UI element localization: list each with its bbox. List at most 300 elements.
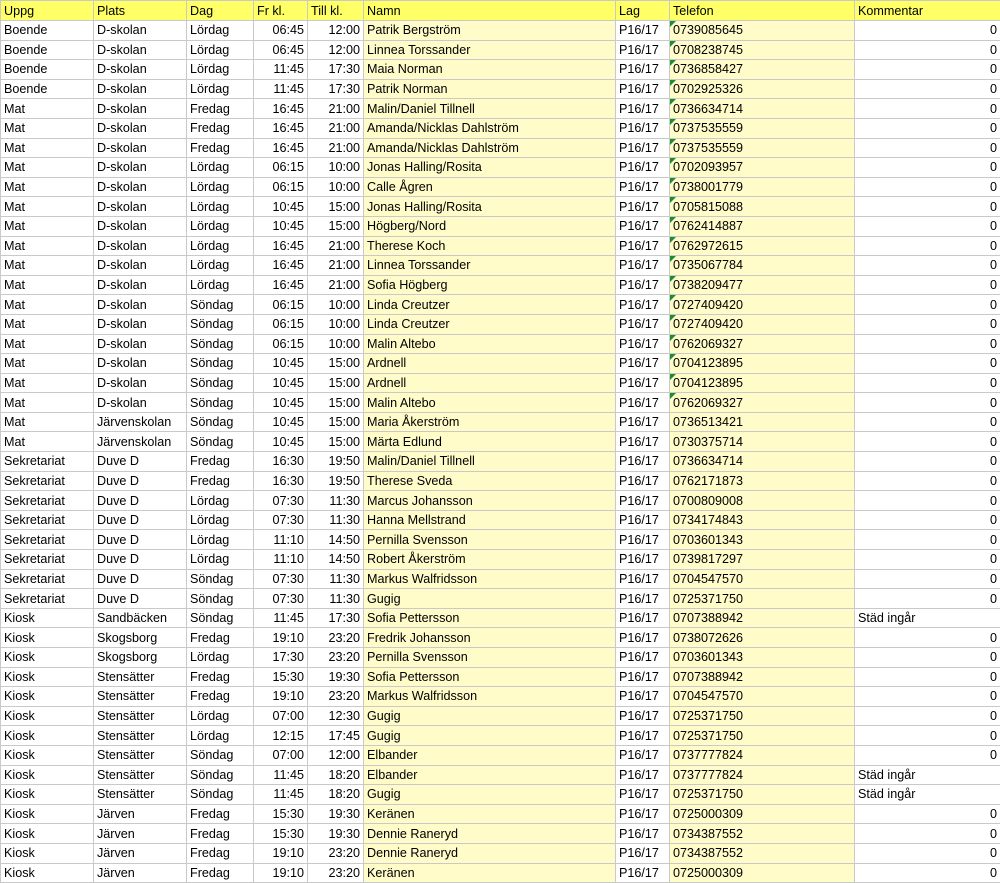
cell-lag[interactable] (616, 354, 670, 374)
cell-namn[interactable] (364, 354, 616, 374)
cell-kommentar[interactable] (855, 804, 1000, 824)
column-header-lag[interactable]: Lag (616, 1, 670, 21)
cell-till-kl[interactable] (308, 354, 364, 374)
cell-fr-kl[interactable] (254, 804, 308, 824)
cell-lag[interactable] (616, 726, 670, 746)
cell-lag[interactable] (616, 99, 670, 119)
cell-till-kl[interactable] (308, 804, 364, 824)
cell-telefon[interactable] (670, 804, 855, 824)
cell-namn[interactable] (364, 824, 616, 844)
cell-dag[interactable] (187, 530, 254, 550)
cell-kommentar[interactable] (855, 236, 1000, 256)
cell-dag[interactable] (187, 745, 254, 765)
cell-uppg[interactable] (1, 510, 94, 530)
cell-dag[interactable] (187, 432, 254, 452)
cell-telefon[interactable] (670, 295, 855, 315)
cell-telefon[interactable] (670, 706, 855, 726)
cell-till-kl[interactable] (308, 21, 364, 41)
cell-dag[interactable] (187, 354, 254, 374)
cell-dag[interactable] (187, 158, 254, 178)
cell-plats[interactable] (94, 177, 187, 197)
cell-uppg[interactable] (1, 373, 94, 393)
cell-plats[interactable] (94, 314, 187, 334)
cell-uppg[interactable] (1, 471, 94, 491)
cell-telefon[interactable] (670, 432, 855, 452)
cell-namn[interactable] (364, 452, 616, 472)
cell-dag[interactable] (187, 765, 254, 785)
cell-till-kl[interactable] (308, 216, 364, 236)
cell-plats[interactable] (94, 765, 187, 785)
cell-plats[interactable] (94, 491, 187, 511)
cell-telefon[interactable] (670, 354, 855, 374)
cell-lag[interactable] (616, 785, 670, 805)
cell-namn[interactable] (364, 256, 616, 276)
cell-uppg[interactable] (1, 158, 94, 178)
cell-namn[interactable] (364, 21, 616, 41)
cell-fr-kl[interactable] (254, 432, 308, 452)
cell-namn[interactable] (364, 785, 616, 805)
cell-lag[interactable] (616, 765, 670, 785)
cell-fr-kl[interactable] (254, 765, 308, 785)
cell-uppg[interactable] (1, 295, 94, 315)
cell-dag[interactable] (187, 138, 254, 158)
cell-telefon[interactable] (670, 648, 855, 668)
cell-telefon[interactable] (670, 550, 855, 570)
cell-namn[interactable] (364, 667, 616, 687)
cell-kommentar[interactable] (855, 667, 1000, 687)
cell-namn[interactable] (364, 197, 616, 217)
cell-uppg[interactable] (1, 314, 94, 334)
cell-plats[interactable] (94, 40, 187, 60)
cell-telefon[interactable] (670, 314, 855, 334)
cell-namn[interactable] (364, 706, 616, 726)
cell-fr-kl[interactable] (254, 275, 308, 295)
cell-kommentar[interactable] (855, 432, 1000, 452)
cell-namn[interactable] (364, 687, 616, 707)
cell-telefon[interactable] (670, 589, 855, 609)
cell-till-kl[interactable] (308, 608, 364, 628)
cell-namn[interactable] (364, 40, 616, 60)
cell-telefon[interactable] (670, 628, 855, 648)
cell-kommentar[interactable] (855, 628, 1000, 648)
cell-fr-kl[interactable] (254, 491, 308, 511)
cell-fr-kl[interactable] (254, 256, 308, 276)
cell-kommentar[interactable] (855, 471, 1000, 491)
cell-kommentar[interactable] (855, 589, 1000, 609)
cell-kommentar[interactable] (855, 295, 1000, 315)
cell-lag[interactable] (616, 569, 670, 589)
cell-lag[interactable] (616, 314, 670, 334)
cell-telefon[interactable] (670, 216, 855, 236)
cell-fr-kl[interactable] (254, 550, 308, 570)
cell-lag[interactable] (616, 79, 670, 99)
cell-telefon[interactable] (670, 726, 855, 746)
cell-kommentar[interactable] (855, 765, 1000, 785)
cell-kommentar[interactable] (855, 256, 1000, 276)
cell-till-kl[interactable] (308, 197, 364, 217)
cell-plats[interactable] (94, 432, 187, 452)
cell-lag[interactable] (616, 628, 670, 648)
cell-kommentar[interactable] (855, 21, 1000, 41)
cell-lag[interactable] (616, 197, 670, 217)
cell-namn[interactable] (364, 158, 616, 178)
cell-fr-kl[interactable] (254, 21, 308, 41)
cell-telefon[interactable] (670, 824, 855, 844)
cell-till-kl[interactable] (308, 79, 364, 99)
cell-lag[interactable] (616, 667, 670, 687)
cell-namn[interactable] (364, 99, 616, 119)
cell-till-kl[interactable] (308, 452, 364, 472)
cell-plats[interactable] (94, 667, 187, 687)
cell-till-kl[interactable] (308, 275, 364, 295)
cell-till-kl[interactable] (308, 648, 364, 668)
cell-lag[interactable] (616, 530, 670, 550)
cell-dag[interactable] (187, 197, 254, 217)
cell-fr-kl[interactable] (254, 785, 308, 805)
cell-till-kl[interactable] (308, 843, 364, 863)
cell-till-kl[interactable] (308, 393, 364, 413)
cell-plats[interactable] (94, 275, 187, 295)
cell-lag[interactable] (616, 118, 670, 138)
cell-telefon[interactable] (670, 863, 855, 883)
cell-dag[interactable] (187, 510, 254, 530)
cell-lag[interactable] (616, 393, 670, 413)
cell-plats[interactable] (94, 295, 187, 315)
cell-lag[interactable] (616, 510, 670, 530)
cell-plats[interactable] (94, 216, 187, 236)
cell-uppg[interactable] (1, 491, 94, 511)
cell-till-kl[interactable] (308, 863, 364, 883)
cell-uppg[interactable] (1, 726, 94, 746)
cell-lag[interactable] (616, 138, 670, 158)
cell-kommentar[interactable] (855, 491, 1000, 511)
cell-kommentar[interactable] (855, 745, 1000, 765)
cell-plats[interactable] (94, 118, 187, 138)
cell-namn[interactable] (364, 765, 616, 785)
cell-till-kl[interactable] (308, 510, 364, 530)
cell-till-kl[interactable] (308, 334, 364, 354)
cell-plats[interactable] (94, 785, 187, 805)
cell-namn[interactable] (364, 471, 616, 491)
cell-lag[interactable] (616, 295, 670, 315)
cell-uppg[interactable] (1, 452, 94, 472)
cell-namn[interactable] (364, 863, 616, 883)
cell-uppg[interactable] (1, 648, 94, 668)
cell-plats[interactable] (94, 60, 187, 80)
cell-lag[interactable] (616, 608, 670, 628)
cell-uppg[interactable] (1, 256, 94, 276)
cell-telefon[interactable] (670, 236, 855, 256)
cell-fr-kl[interactable] (254, 334, 308, 354)
cell-uppg[interactable] (1, 608, 94, 628)
cell-till-kl[interactable] (308, 569, 364, 589)
cell-plats[interactable] (94, 158, 187, 178)
cell-kommentar[interactable] (855, 40, 1000, 60)
cell-telefon[interactable] (670, 452, 855, 472)
cell-lag[interactable] (616, 60, 670, 80)
cell-namn[interactable] (364, 745, 616, 765)
cell-uppg[interactable] (1, 530, 94, 550)
cell-telefon[interactable] (670, 530, 855, 550)
cell-kommentar[interactable] (855, 706, 1000, 726)
cell-fr-kl[interactable] (254, 628, 308, 648)
cell-dag[interactable] (187, 843, 254, 863)
cell-fr-kl[interactable] (254, 373, 308, 393)
cell-till-kl[interactable] (308, 118, 364, 138)
cell-plats[interactable] (94, 21, 187, 41)
cell-uppg[interactable] (1, 60, 94, 80)
cell-namn[interactable] (364, 550, 616, 570)
cell-kommentar[interactable] (855, 138, 1000, 158)
cell-namn[interactable] (364, 295, 616, 315)
cell-till-kl[interactable] (308, 99, 364, 119)
cell-plats[interactable] (94, 334, 187, 354)
cell-till-kl[interactable] (308, 295, 364, 315)
cell-kommentar[interactable] (855, 393, 1000, 413)
cell-uppg[interactable] (1, 628, 94, 648)
column-header-kommentar[interactable]: Kommentar (855, 1, 1000, 21)
cell-dag[interactable] (187, 491, 254, 511)
cell-namn[interactable] (364, 275, 616, 295)
cell-plats[interactable] (94, 608, 187, 628)
cell-namn[interactable] (364, 373, 616, 393)
cell-telefon[interactable] (670, 118, 855, 138)
cell-till-kl[interactable] (308, 765, 364, 785)
cell-fr-kl[interactable] (254, 863, 308, 883)
cell-telefon[interactable] (670, 745, 855, 765)
cell-namn[interactable] (364, 569, 616, 589)
cell-kommentar[interactable] (855, 785, 1000, 805)
cell-telefon[interactable] (670, 21, 855, 41)
cell-telefon[interactable] (670, 138, 855, 158)
cell-namn[interactable] (364, 138, 616, 158)
cell-dag[interactable] (187, 177, 254, 197)
cell-kommentar[interactable] (855, 354, 1000, 374)
cell-namn[interactable] (364, 60, 616, 80)
cell-lag[interactable] (616, 804, 670, 824)
cell-dag[interactable] (187, 628, 254, 648)
cell-uppg[interactable] (1, 118, 94, 138)
cell-lag[interactable] (616, 275, 670, 295)
cell-fr-kl[interactable] (254, 667, 308, 687)
cell-telefon[interactable] (670, 60, 855, 80)
cell-kommentar[interactable] (855, 158, 1000, 178)
cell-dag[interactable] (187, 667, 254, 687)
cell-telefon[interactable] (670, 569, 855, 589)
cell-till-kl[interactable] (308, 40, 364, 60)
cell-dag[interactable] (187, 569, 254, 589)
cell-dag[interactable] (187, 785, 254, 805)
cell-dag[interactable] (187, 863, 254, 883)
cell-dag[interactable] (187, 21, 254, 41)
cell-fr-kl[interactable] (254, 824, 308, 844)
cell-telefon[interactable] (670, 40, 855, 60)
cell-uppg[interactable] (1, 334, 94, 354)
cell-lag[interactable] (616, 843, 670, 863)
cell-dag[interactable] (187, 79, 254, 99)
cell-uppg[interactable] (1, 706, 94, 726)
cell-uppg[interactable] (1, 412, 94, 432)
cell-fr-kl[interactable] (254, 843, 308, 863)
cell-plats[interactable] (94, 236, 187, 256)
cell-lag[interactable] (616, 373, 670, 393)
cell-till-kl[interactable] (308, 491, 364, 511)
cell-plats[interactable] (94, 138, 187, 158)
cell-till-kl[interactable] (308, 236, 364, 256)
column-header-fr-kl[interactable]: Fr kl. (254, 1, 308, 21)
cell-plats[interactable] (94, 412, 187, 432)
cell-lag[interactable] (616, 432, 670, 452)
cell-uppg[interactable] (1, 824, 94, 844)
cell-plats[interactable] (94, 843, 187, 863)
cell-namn[interactable] (364, 412, 616, 432)
cell-kommentar[interactable] (855, 275, 1000, 295)
cell-dag[interactable] (187, 256, 254, 276)
cell-uppg[interactable] (1, 197, 94, 217)
cell-fr-kl[interactable] (254, 589, 308, 609)
cell-telefon[interactable] (670, 177, 855, 197)
cell-kommentar[interactable] (855, 863, 1000, 883)
cell-kommentar[interactable] (855, 530, 1000, 550)
cell-fr-kl[interactable] (254, 158, 308, 178)
cell-dag[interactable] (187, 216, 254, 236)
column-header-till-kl[interactable]: Till kl. (308, 1, 364, 21)
cell-uppg[interactable] (1, 843, 94, 863)
cell-till-kl[interactable] (308, 138, 364, 158)
cell-telefon[interactable] (670, 471, 855, 491)
cell-lag[interactable] (616, 745, 670, 765)
cell-uppg[interactable] (1, 236, 94, 256)
cell-till-kl[interactable] (308, 667, 364, 687)
cell-plats[interactable] (94, 706, 187, 726)
cell-kommentar[interactable] (855, 687, 1000, 707)
cell-kommentar[interactable] (855, 314, 1000, 334)
cell-telefon[interactable] (670, 843, 855, 863)
cell-namn[interactable] (364, 236, 616, 256)
cell-till-kl[interactable] (308, 687, 364, 707)
cell-dag[interactable] (187, 393, 254, 413)
cell-fr-kl[interactable] (254, 138, 308, 158)
cell-uppg[interactable] (1, 667, 94, 687)
cell-telefon[interactable] (670, 785, 855, 805)
cell-fr-kl[interactable] (254, 687, 308, 707)
cell-plats[interactable] (94, 589, 187, 609)
cell-lag[interactable] (616, 687, 670, 707)
cell-kommentar[interactable] (855, 373, 1000, 393)
cell-lag[interactable] (616, 491, 670, 511)
cell-till-kl[interactable] (308, 60, 364, 80)
cell-plats[interactable] (94, 354, 187, 374)
cell-plats[interactable] (94, 99, 187, 119)
cell-namn[interactable] (364, 530, 616, 550)
cell-till-kl[interactable] (308, 471, 364, 491)
cell-lag[interactable] (616, 216, 670, 236)
cell-namn[interactable] (364, 608, 616, 628)
cell-dag[interactable] (187, 550, 254, 570)
cell-uppg[interactable] (1, 569, 94, 589)
cell-kommentar[interactable] (855, 452, 1000, 472)
cell-dag[interactable] (187, 648, 254, 668)
cell-plats[interactable] (94, 471, 187, 491)
cell-kommentar[interactable] (855, 510, 1000, 530)
cell-dag[interactable] (187, 236, 254, 256)
cell-till-kl[interactable] (308, 256, 364, 276)
cell-dag[interactable] (187, 687, 254, 707)
cell-kommentar[interactable] (855, 177, 1000, 197)
column-header-dag[interactable]: Dag (187, 1, 254, 21)
cell-kommentar[interactable] (855, 334, 1000, 354)
cell-plats[interactable] (94, 687, 187, 707)
cell-till-kl[interactable] (308, 628, 364, 648)
cell-fr-kl[interactable] (254, 393, 308, 413)
cell-namn[interactable] (364, 432, 616, 452)
cell-uppg[interactable] (1, 745, 94, 765)
cell-plats[interactable] (94, 197, 187, 217)
cell-plats[interactable] (94, 628, 187, 648)
cell-fr-kl[interactable] (254, 236, 308, 256)
cell-lag[interactable] (616, 256, 670, 276)
cell-plats[interactable] (94, 452, 187, 472)
cell-fr-kl[interactable] (254, 569, 308, 589)
cell-fr-kl[interactable] (254, 99, 308, 119)
cell-fr-kl[interactable] (254, 60, 308, 80)
cell-telefon[interactable] (670, 373, 855, 393)
cell-dag[interactable] (187, 608, 254, 628)
cell-namn[interactable] (364, 393, 616, 413)
cell-namn[interactable] (364, 804, 616, 824)
cell-namn[interactable] (364, 726, 616, 746)
cell-telefon[interactable] (670, 412, 855, 432)
cell-plats[interactable] (94, 550, 187, 570)
cell-uppg[interactable] (1, 177, 94, 197)
cell-telefon[interactable] (670, 275, 855, 295)
cell-telefon[interactable] (670, 99, 855, 119)
cell-plats[interactable] (94, 79, 187, 99)
cell-till-kl[interactable] (308, 373, 364, 393)
cell-uppg[interactable] (1, 785, 94, 805)
cell-dag[interactable] (187, 99, 254, 119)
cell-namn[interactable] (364, 648, 616, 668)
cell-dag[interactable] (187, 824, 254, 844)
cell-kommentar[interactable] (855, 824, 1000, 844)
cell-uppg[interactable] (1, 804, 94, 824)
cell-lag[interactable] (616, 177, 670, 197)
cell-fr-kl[interactable] (254, 177, 308, 197)
cell-dag[interactable] (187, 804, 254, 824)
cell-telefon[interactable] (670, 158, 855, 178)
cell-kommentar[interactable] (855, 550, 1000, 570)
cell-uppg[interactable] (1, 550, 94, 570)
cell-kommentar[interactable] (855, 79, 1000, 99)
cell-dag[interactable] (187, 314, 254, 334)
cell-dag[interactable] (187, 118, 254, 138)
cell-fr-kl[interactable] (254, 118, 308, 138)
cell-telefon[interactable] (670, 667, 855, 687)
cell-kommentar[interactable] (855, 569, 1000, 589)
cell-telefon[interactable] (670, 491, 855, 511)
cell-uppg[interactable] (1, 21, 94, 41)
cell-lag[interactable] (616, 412, 670, 432)
cell-kommentar[interactable] (855, 412, 1000, 432)
cell-namn[interactable] (364, 118, 616, 138)
cell-kommentar[interactable] (855, 118, 1000, 138)
cell-uppg[interactable] (1, 687, 94, 707)
cell-uppg[interactable] (1, 40, 94, 60)
cell-fr-kl[interactable] (254, 197, 308, 217)
cell-till-kl[interactable] (308, 726, 364, 746)
cell-kommentar[interactable] (855, 648, 1000, 668)
cell-namn[interactable] (364, 79, 616, 99)
